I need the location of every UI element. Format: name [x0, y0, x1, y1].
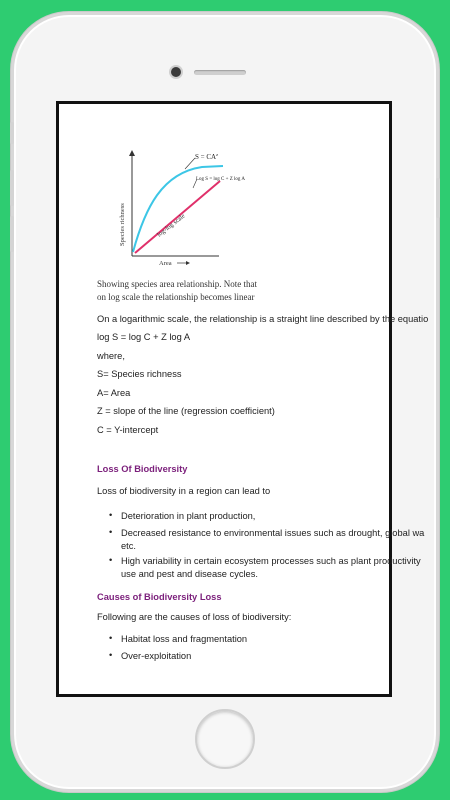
bullet-icon: •	[109, 650, 113, 660]
loss-item-line: use and pest and disease cycles.	[121, 568, 258, 579]
side-button	[10, 122, 14, 144]
bullet-icon: •	[109, 510, 113, 520]
loss-item	[121, 527, 425, 552]
species-area-graph	[107, 148, 257, 268]
causes-intro: Following are the causes of loss of biodiversity:	[97, 612, 292, 622]
figure-caption	[97, 278, 377, 304]
bullet-icon: •	[109, 555, 113, 565]
loss-intro: Loss of biodiversity in a region can lead to	[97, 486, 271, 496]
intro-paragraph: On a logarithmic scale, the relationship is a straight line described by the equatio	[97, 314, 429, 324]
loss-item	[121, 510, 411, 523]
y-axis-label: Species richness	[119, 203, 126, 246]
line-label: Log S = log C + Z log A	[196, 177, 245, 182]
loss-item	[121, 555, 421, 580]
front-camera	[171, 67, 181, 77]
definition-s: S= Species richness	[97, 369, 182, 379]
home-button[interactable]	[195, 709, 255, 769]
causes-item: Habitat loss and fragmentation	[121, 634, 248, 644]
species-area-diagram	[107, 148, 257, 268]
volume-up-button	[10, 170, 14, 206]
where-text: where,	[97, 351, 125, 361]
definition-a: A= Area	[97, 388, 131, 398]
loss-item-line: Deterioration in plant production,	[121, 511, 256, 521]
definition-z: Z = slope of the line (regression coefficient)	[97, 406, 275, 416]
definition-c: C = Y-intercept	[97, 425, 159, 435]
causes-item: Over-exploitation	[121, 651, 192, 661]
loss-item-line: High variability in certain ecosystem processes such as plant productivity	[121, 556, 421, 566]
x-axis-arrow-icon	[186, 261, 190, 265]
bullet-icon: •	[109, 527, 113, 537]
screen[interactable]	[56, 101, 429, 697]
loss-item-line: etc.	[121, 540, 136, 551]
diagonal-label: log-log scale	[155, 212, 187, 239]
earpiece-speaker	[194, 70, 246, 75]
causes-heading: Causes of Biodiversity Loss	[97, 592, 222, 602]
power-button	[436, 178, 440, 218]
bullet-icon: •	[109, 633, 113, 643]
loss-heading: Loss Of Biodiversity	[97, 464, 188, 474]
volume-down-button	[10, 216, 14, 252]
equation-text: log S = log C + Z log A	[97, 332, 191, 342]
curve-label: $S = CA^z$	[195, 152, 219, 161]
y-axis-arrow-icon	[129, 150, 135, 156]
x-axis-label: Area	[159, 260, 172, 267]
loss-item-line: Decreased resistance to environmental issues such as drought, global wa	[121, 528, 425, 538]
caption-line: Showing species area relationship. Note that	[97, 279, 257, 289]
caption-line: on log scale the relationship becomes linear	[97, 292, 255, 302]
